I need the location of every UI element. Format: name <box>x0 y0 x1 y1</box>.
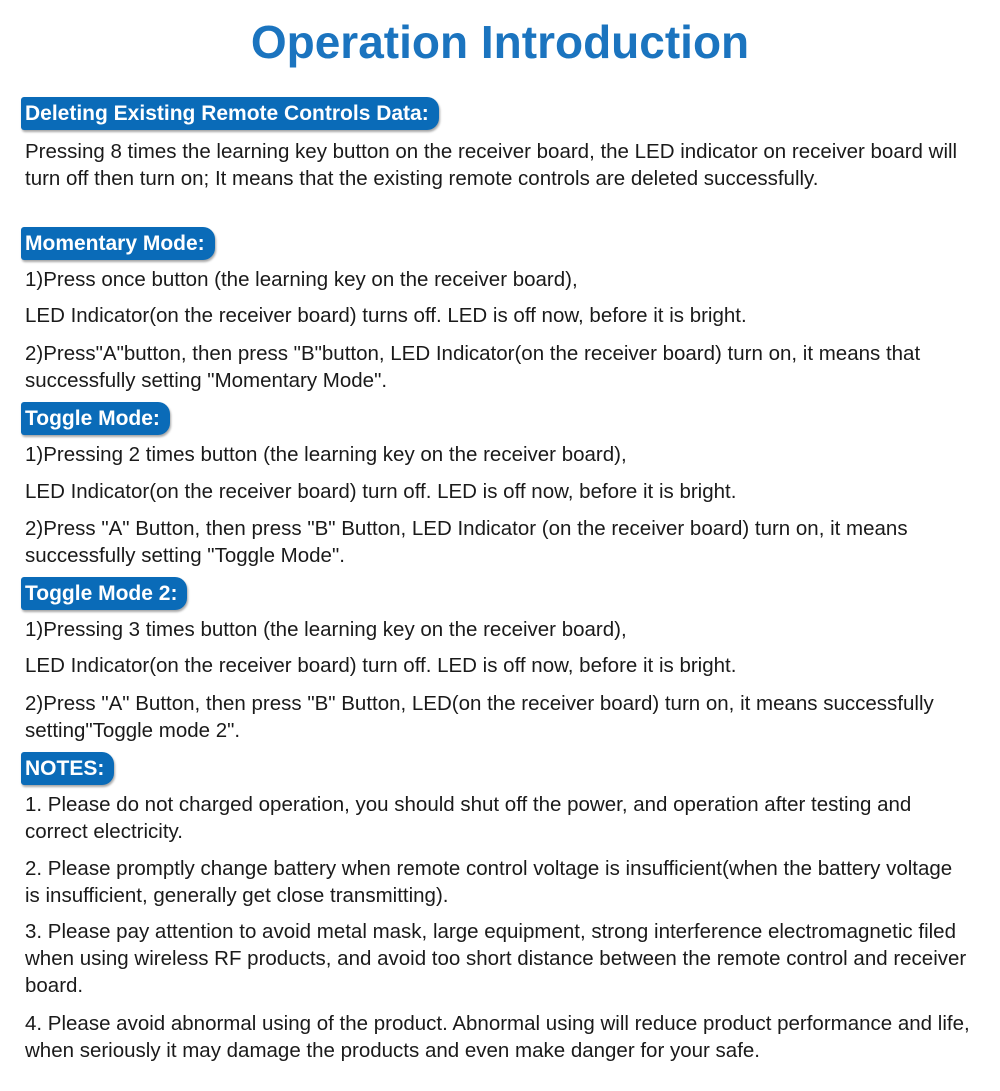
momentary-led-note: LED Indicator(on the receiver board) turns off. LED is off now, before it is bright. <box>25 304 747 327</box>
note-4: 4. Please avoid abnormal using of the product. Abnormal using will reduce product performance and life, when seriously it may damage the products and even make danger for your safe. <box>25 1012 970 1062</box>
note-3: 3. Please pay attention to avoid metal mask, large equipment, strong interference electromagnetic filed when using wireless RF products, and avoid too short distance between the remote control and receiver board. <box>25 920 967 997</box>
toggle2-led-note: LED Indicator(on the receiver board) turn off. LED is off now, before it is bright. <box>25 654 737 677</box>
heading-momentary-mode: Momentary Mode: <box>21 227 215 260</box>
heading-toggle-mode-2: Toggle Mode 2: <box>21 577 187 610</box>
toggle-step-1: 1)Pressing 2 times button (the learning key on the receiver board), <box>25 443 627 466</box>
toggle-step-2: 2)Press "A" Button, then press "B" Button, LED Indicator (on the receiver board) turn on, it means successfully setting "Toggle Mode". <box>25 517 908 567</box>
note-1: 1. Please do not charged operation, you should shut off the power, and operation after testing and correct electricity. <box>25 793 912 843</box>
momentary-step-2: 2)Press"A"button, then press "B"button, LED Indicator(on the receiver board) turn on, it means that successfully setting "Momentary Mode". <box>25 342 921 392</box>
heading-toggle-mode: Toggle Mode: <box>21 402 170 435</box>
toggle2-step-2: 2)Press "A" Button, then press "B" Button, LED(on the receiver board) turn on, it means successfully setting"Toggle mode 2". <box>25 692 934 742</box>
note-2: 2. Please promptly change battery when remote control voltage is insufficient(when the battery voltage is insufficient, generally get close transmitting). <box>25 857 953 907</box>
heading-deleting: Deleting Existing Remote Controls Data: <box>21 97 439 130</box>
heading-notes: NOTES: <box>21 752 114 785</box>
toggle2-step-1: 1)Pressing 3 times button (the learning key on the receiver board), <box>25 618 627 641</box>
momentary-step-1: 1)Press once button (the learning key on the receiver board), <box>25 268 578 291</box>
page-title: Operation Introduction <box>250 16 750 68</box>
deleting-paragraph: Pressing 8 times the learning key button on the receiver board, the LED indicator on receiver board will turn off then turn on; It means that the existing remote controls are deleted successfully. <box>25 140 958 190</box>
toggle-led-note: LED Indicator(on the receiver board) turn off. LED is off now, before it is bright. <box>25 480 737 503</box>
